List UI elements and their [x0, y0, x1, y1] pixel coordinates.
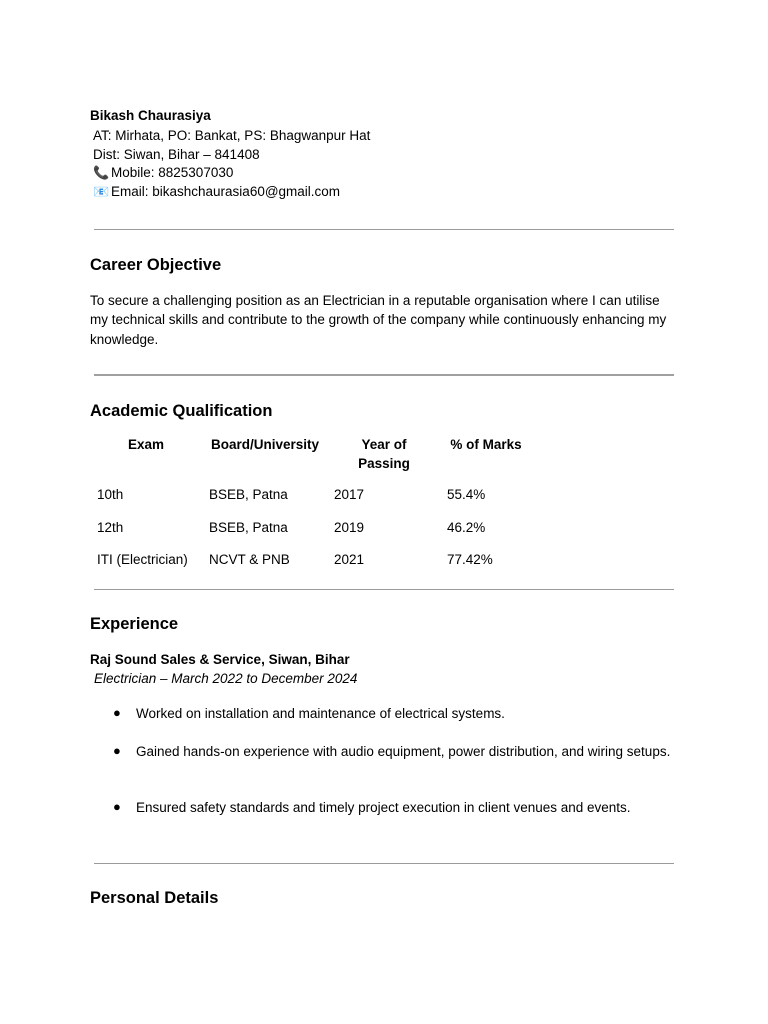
email-icon: 📧 — [93, 184, 110, 199]
company-name: Raj Sound Sales & Service, Siwan, Bihar — [90, 652, 350, 667]
table-cell: 77.42% — [447, 552, 493, 567]
career-objective-heading: Career Objective — [90, 256, 222, 274]
list-item: Worked on installation and maintenance of electrical systems. — [136, 706, 505, 721]
bullet-marker: ● — [113, 743, 121, 758]
column-header-board: Board/University — [210, 437, 320, 452]
table-cell: NCVT & PNB — [209, 552, 290, 567]
table-cell: 46.2% — [447, 520, 486, 535]
table-cell: 55.4% — [447, 487, 486, 502]
mobile-line — [93, 164, 233, 182]
table-cell: 12th — [97, 520, 124, 535]
address-line-2: Dist: Siwan, Bihar – 841408 — [93, 147, 260, 162]
table-cell: BSEB, Patna — [209, 520, 288, 535]
mobile-text: Mobile: 8825307030 — [111, 165, 234, 180]
section-divider — [94, 374, 674, 376]
job-role: Electrician – March 2022 to December 2024 — [94, 671, 358, 686]
experience-heading: Experience — [90, 615, 179, 633]
career-objective-text: To secure a challenging position as an Electrician in a reputable organisation where I can utilise my technical skills and contribute to the growth of the company while continuously enhancing my knowledge. — [90, 293, 667, 347]
table-cell: 2019 — [334, 520, 365, 535]
column-header-marks: % of Marks — [450, 437, 522, 452]
list-item: Gained hands-on experience with audio equipment, power distribution, and wiring setups. — [136, 744, 671, 759]
personal-details-heading: Personal Details — [90, 889, 219, 907]
section-divider — [94, 589, 674, 590]
column-header-year: Year of Passing — [358, 437, 410, 471]
column-header-exam: Exam — [127, 437, 165, 452]
table-cell: 2017 — [334, 487, 365, 502]
table-cell: 10th — [97, 487, 124, 502]
table-cell: ITI (Electrician) — [97, 552, 188, 567]
section-divider — [94, 229, 674, 230]
section-divider — [94, 863, 674, 864]
email-line — [93, 183, 340, 201]
email-text: Email: bikashchaurasia60@gmail.com — [111, 184, 341, 199]
address-line-1: AT: Mirhata, PO: Bankat, PS: Bhagwanpur Hat — [93, 128, 371, 143]
bullet-marker: ● — [113, 799, 121, 814]
candidate-name: Bikash Chaurasiya — [90, 108, 211, 123]
table-cell: 2021 — [334, 552, 365, 567]
academic-heading: Academic Qualification — [90, 402, 273, 420]
table-cell: BSEB, Patna — [209, 487, 288, 502]
list-item: Ensured safety standards and timely project execution in client venues and events. — [136, 800, 631, 815]
bullet-marker: ● — [113, 705, 121, 720]
phone-icon: 📞 — [93, 165, 110, 180]
